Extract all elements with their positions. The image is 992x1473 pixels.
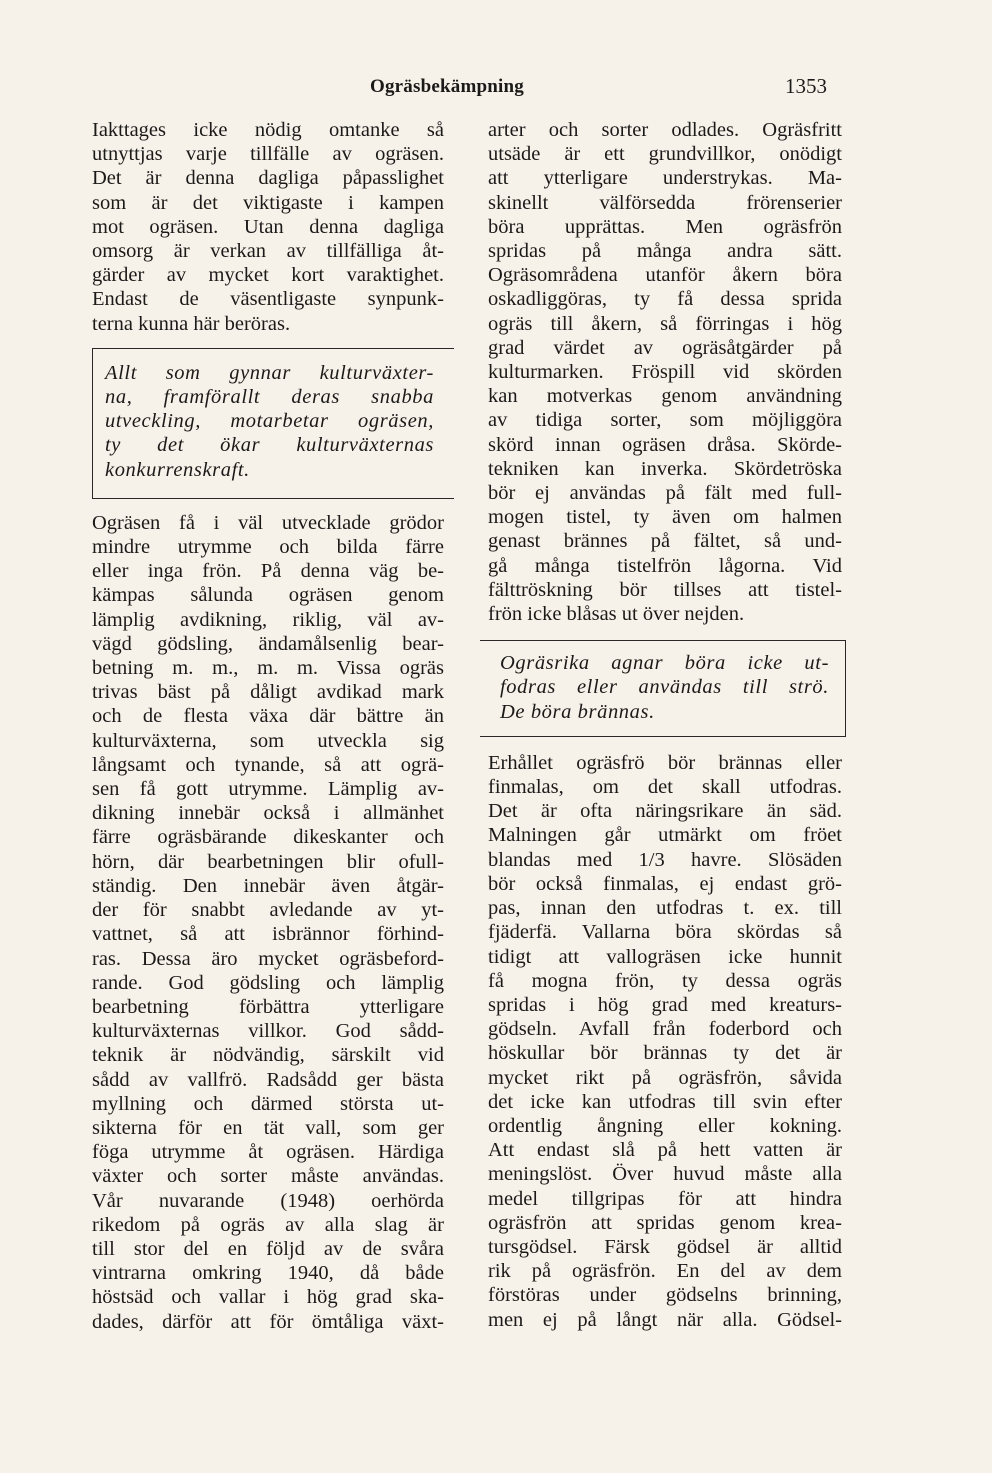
right-callout-box xyxy=(480,640,846,737)
right-body-paragraph xyxy=(488,751,842,1332)
left-column xyxy=(92,118,444,1334)
text-line: spridas på många andra sätt. xyxy=(488,240,842,263)
text-line: kulturmarken. Fröspill vid skörden xyxy=(488,361,842,384)
text-line: sikterna för en tät vall, som ger xyxy=(92,1116,444,1139)
text-line: som är det viktigaste i kampen xyxy=(92,191,444,214)
text-line: gödseln. Avfall från foderbord och xyxy=(488,1018,842,1041)
text-line: lämplig avdikning, riklig, väl av- xyxy=(92,608,444,631)
text-line: medel tillgripas för att hindra xyxy=(488,1187,842,1210)
text-line: hörn, där bearbetningen blir ofull- xyxy=(92,850,444,873)
text-line: fjäderfä. Vallarna böra skördas så xyxy=(488,921,842,944)
text-line: utsäde är ett grundvillkor, onödigt xyxy=(488,143,842,166)
text-line: färre ogräsbärande dikeskanter och xyxy=(92,826,444,849)
text-line: kulturväxternas villkor. God sådd- xyxy=(92,1020,444,1043)
left-callout-box xyxy=(92,348,454,499)
callout-line: konkurrenskraft. xyxy=(105,458,250,481)
text-line: gå många tistelfrön lågorna. Vid xyxy=(488,554,842,577)
text-line: och de flesta växa där bättre än xyxy=(92,705,444,728)
text-line: eller inga frön. På denna väg be- xyxy=(92,560,444,583)
text-line: ogräs till åkern, så förringas i hög xyxy=(488,312,842,335)
text-line: gärder av mycket kort varaktighet. xyxy=(92,264,444,287)
text-line: meningslöst. Över huvud måste alla xyxy=(488,1163,842,1186)
text-line: arter och sorter odlades. Ogräsfritt xyxy=(488,119,842,141)
text-line: höstsäd och vallar i hög grad ska- xyxy=(92,1286,444,1309)
text-line: ordentlig ångning eller kokning. xyxy=(488,1114,842,1137)
text-line: höskullar bör brännas ty det är xyxy=(488,1042,842,1065)
text-line: oskadliggöras, ty få dessa sprida xyxy=(488,288,842,311)
running-header-title: Ogräsbekämpning xyxy=(370,76,524,97)
text-line: spridas i hög grad med kreaturs- xyxy=(488,993,842,1016)
text-line: rik på ogräsfrön. En del av dem xyxy=(488,1260,842,1283)
text-line: bearbetning förbättra ytterligare xyxy=(92,995,444,1018)
right-column xyxy=(488,118,842,1332)
text-line: Erhållet ogräsfrö bör brännas eller xyxy=(488,751,842,774)
text-line: föga utrymme åt ogräsen. Härdiga xyxy=(92,1141,444,1164)
text-line: terna kunna här beröras. xyxy=(92,312,291,335)
callout-line: Ogräsrika agnar böra icke ut- xyxy=(500,652,829,675)
text-line: blandas med 1/3 havre. Slösäden xyxy=(488,848,842,871)
text-line: pas, innan den utfodras t. ex. till xyxy=(488,897,842,920)
text-line: Det är denna dagliga påpasslighet xyxy=(92,167,444,190)
callout-line: fodras eller användas till strö. xyxy=(500,676,829,699)
text-line: förstöras under gödselns brinning, xyxy=(488,1284,842,1307)
text-line: der för snabbt avledande av yt- xyxy=(92,899,444,922)
text-line: ras. Dessa äro mycket ogräsbeford- xyxy=(92,947,444,970)
text-line: tidigt att vallogräsen icke hunnit xyxy=(488,945,842,968)
text-line: Vår nuvarande (1948) oerhörda xyxy=(92,1189,444,1212)
text-line: Iakttages icke nödig omtanke så xyxy=(92,119,444,141)
text-line: skörd innan ogräsen dråsa. Skörde- xyxy=(488,433,842,456)
page-number: 1353 xyxy=(785,74,827,98)
text-line: rande. God gödsling och lämplig xyxy=(92,971,444,994)
right-intro-paragraph xyxy=(488,118,842,626)
text-line: Endast de väsentligaste synpunk- xyxy=(92,288,444,311)
text-line: rikedom på ogräs av alla slag är xyxy=(92,1213,444,1236)
callout-line: De böra brännas. xyxy=(500,700,655,723)
text-line: Malningen går utmärkt om fröet xyxy=(488,824,842,847)
text-line: betning m. m., m. m. Vissa ogräs xyxy=(92,657,444,680)
left-body-paragraph xyxy=(92,511,444,1334)
text-line: sådd av vallfrö. Radsådd ger bästa xyxy=(92,1068,444,1091)
text-line: ogräsfrön att spridas genom krea- xyxy=(488,1211,842,1234)
text-line: kulturväxterna, som utveckla sig xyxy=(92,729,444,752)
text-line: frön icke blåsas ut över nejden. xyxy=(488,603,745,626)
text-line: finmalas, om det skall utfodras. xyxy=(488,776,842,799)
text-line: mindre utrymme och bilda färre xyxy=(92,536,444,559)
text-line: trivas bäst på dåligt avdikad mark xyxy=(92,681,444,704)
text-line: vattnet, så att isbrännor förhind- xyxy=(92,923,444,946)
text-line: genast brännes på fältet, så und- xyxy=(488,530,842,553)
text-line: långsamt och tynande, så att ogrä- xyxy=(92,753,444,776)
text-line: Ogräsen få i väl utvecklade grödor xyxy=(92,511,444,534)
text-line: men ej på långt när alla. Gödsel- xyxy=(488,1308,842,1331)
text-line: få mogna frön, ty dessa ogräs xyxy=(488,969,842,992)
text-line: mot ogräsen. Utan denna dagliga xyxy=(92,215,444,238)
callout-line: na, framförallt deras snabba xyxy=(105,386,434,409)
text-line: till stor del en följd av de svåra xyxy=(92,1237,444,1260)
text-line: växter och sorter måste användas. xyxy=(92,1165,444,1188)
left-intro-paragraph xyxy=(92,118,444,336)
text-line: skinellt välförsedda frörenserier xyxy=(488,191,842,214)
text-line: kan motverkas genom användning xyxy=(488,385,842,408)
text-line: sen få gott utrymme. Lämplig av- xyxy=(92,778,444,801)
callout-line: Allt som gynnar kulturväxter- xyxy=(105,361,434,384)
callout-line: utveckling, motarbetar ogräsen, xyxy=(105,410,434,433)
text-line: bör också finmalas, ej endast grö- xyxy=(488,872,842,895)
text-line: teknik är nödvändig, särskilt vid xyxy=(92,1044,444,1067)
text-line: vägd gödsling, ändamålsenlig bear- xyxy=(92,632,444,655)
text-line: böra upprättas. Men ogräsfrön xyxy=(488,215,842,238)
text-line: fälttröskning bör tillses att tistel- xyxy=(488,578,842,601)
text-line: omsorg är verkan av tillfälliga åt- xyxy=(92,240,444,263)
text-line: mogen tistel, ty även om halmen xyxy=(488,506,842,529)
text-line: tursgödsel. Färsk gödsel är alltid xyxy=(488,1235,842,1258)
text-line: utnyttjas varje tillfälle av ogräsen. xyxy=(92,143,444,166)
text-line: av tidiga sorter, som möjliggöra xyxy=(488,409,842,432)
text-line: myllning och därmed största ut- xyxy=(92,1092,444,1115)
text-line: kämpas sålunda ogräsen genom xyxy=(92,584,444,607)
text-line: tekniken kan inverka. Skördetröska xyxy=(488,457,842,480)
text-line: dikning innebär också i allmänhet xyxy=(92,802,444,825)
text-line: grad värdet av ogräsåtgärder på xyxy=(488,336,842,359)
text-line: det icke kan utfodras till svin efter xyxy=(488,1090,842,1113)
text-line: dades, därför att för ömtåliga växt- xyxy=(92,1310,444,1333)
text-line: bör ej användas på fält med full- xyxy=(488,482,842,505)
callout-line: ty det ökar kulturväxternas xyxy=(105,434,434,457)
text-line: ständig. Den innebär även åtgär- xyxy=(92,874,444,897)
text-line: Det är ofta näringsrikare än säd. xyxy=(488,800,842,823)
text-line: att ytterligare understrykas. Ma- xyxy=(488,167,842,190)
text-line: mycket rikt på ogräsfrön, såvida xyxy=(488,1066,842,1089)
text-line: vintrarna omkring 1940, då både xyxy=(92,1262,444,1285)
text-line: Att endast slå på hett vatten är xyxy=(488,1139,842,1162)
text-line: Ogräsområdena utanför åkern böra xyxy=(488,264,842,287)
